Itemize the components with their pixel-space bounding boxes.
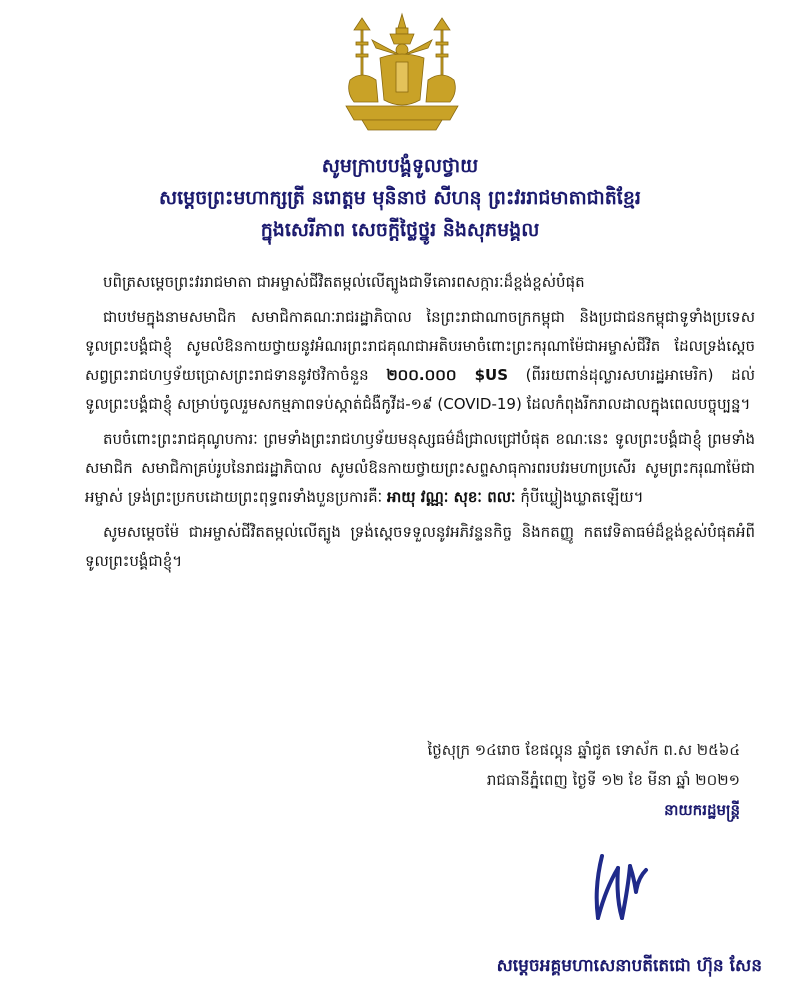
paragraph-3-text-a: តបចំពោះព្រះរាជគុណូបការៈ ព្រមទាំងព្រះរាជហឫទ័យមនុស្សធម៌ដ៏ជ្រាលជ្រៅបំផុត ខណៈនេះ ទូលព្រះបង្គំជាខ្ញុំ ព្រមទាំងសមាជិក សមាជិកាគ្រប់រូបនៃរាជរដ្ឋាភិបាល សូមលំឱនកាយថ្វាយព្រះសព្ទសាធុការពរបវរមហាប្រសើរ សូមព្រះករុណាម៉ែជាអម្ចាស់ ទ្រង់ព្រះប្រកបដោយព្រះពុទ្ធពរទាំងបួនប្រការគឺៈ: [85, 430, 755, 506]
solar-date: រាជធានីភ្នំពេញ ថ្ងៃទី ១២ ខែ មីនា ឆ្នាំ ២០២១: [486, 771, 740, 789]
handwritten-signature-icon: [588, 848, 668, 928]
header-line-3: ក្នុងសេរីភាព សេចក្តីថ្លៃថ្នូរ និងសុភមង្គល: [260, 219, 540, 241]
donation-amount: ២០០.០០០ $US: [386, 366, 509, 384]
header-line-2: សម្តេចព្រះមហាក្សត្រី នរោត្តម មុនិនាថ សីហនុ ព្រះវររាជមាតាជាតិខ្មែរ: [159, 187, 641, 209]
paragraph-2-text-a: ជាបឋមក្នុងនាមសមាជិក សមាជិកាគណៈរាជរដ្ឋាភិបាល នៃព្រះរាជាណាចក្រកម្ពុជា និងប្រជាជនកម្ពុជាទូទាំងប្រទេស ទូលព្រះបង្គំជាខ្ញុំ សូមលំឱនកាយថ្វាយនូវអំណរព្រះរាជគុណជាអតិបរមាចំពោះព្រះករុណាម៉ែជាអម្ចាស់ជីវិត ដែលទ្រង់ស្តេចសព្វព្រះរាជហឫទ័យប្រោសព្រះរាជទាននូវថវិកាចំនួន: [85, 308, 755, 384]
paragraph-3: [85, 425, 755, 512]
four-blessings: អាយុ វណ្ណៈ សុខៈ ពលៈ: [386, 488, 516, 506]
signer-name: សម្តេចអគ្គមហាសេនាបតីតេជោ ហ៊ុន សែន: [496, 956, 762, 976]
royal-coat-of-arms-icon: [332, 10, 472, 135]
paragraph-4: សូមសម្តេចម៉ែ ជាអម្ចាស់ជីវិតតម្កល់លើត្បូង ទ្រង់ស្តេចទទួលនូវអភិវន្ទនកិច្ច និងកតញ្ញូ កតវេទិតាធម៌ដ៏ខ្ពង់ខ្ពស់បំផុតអំពីទូលព្រះបង្គំជាខ្ញុំ។: [85, 523, 755, 570]
paragraph-2-text-b: (ពីររយពាន់ដុល្លារសហរដ្ឋអាមេរិក) ដល់ទូលព្រះបង្គំជាខ្ញុំ សម្រាប់ចូលរួមសកម្មភាពទប់ស្កាត់ជំងឺកូវីដ-១៩ (COVID-19) ដែលកំពុងរីករាលដាលក្នុងពេលបច្ចុប្បន្ន។: [85, 366, 755, 413]
letter-body: [85, 268, 755, 582]
paragraph-1: បពិត្រសម្តេចព្រះវររាជមាតា ជាអម្ចាស់ជីវិតតម្កល់លើត្បូងជាទីគោរពសក្ការៈដ៏ខ្ពង់ខ្ពស់បំផុត: [103, 273, 585, 291]
header-line-1: សូមក្រាបបង្គំទូលថ្វាយ: [321, 155, 479, 177]
date-block: [427, 735, 740, 825]
paragraph-3-text-b: កុំបីឃ្លៀងឃ្លាតឡើយ។: [520, 488, 644, 506]
paragraph-2: [85, 303, 755, 419]
salutation-header: [0, 150, 800, 246]
lunar-date: ថ្ងៃសុក្រ ១៤រោច ខែផល្គុន ឆ្នាំជូត ទោស័ក ព.ស ២៥៦៤: [427, 741, 740, 759]
signatory-title: នាយករដ្ឋមន្រ្តី: [664, 801, 740, 819]
